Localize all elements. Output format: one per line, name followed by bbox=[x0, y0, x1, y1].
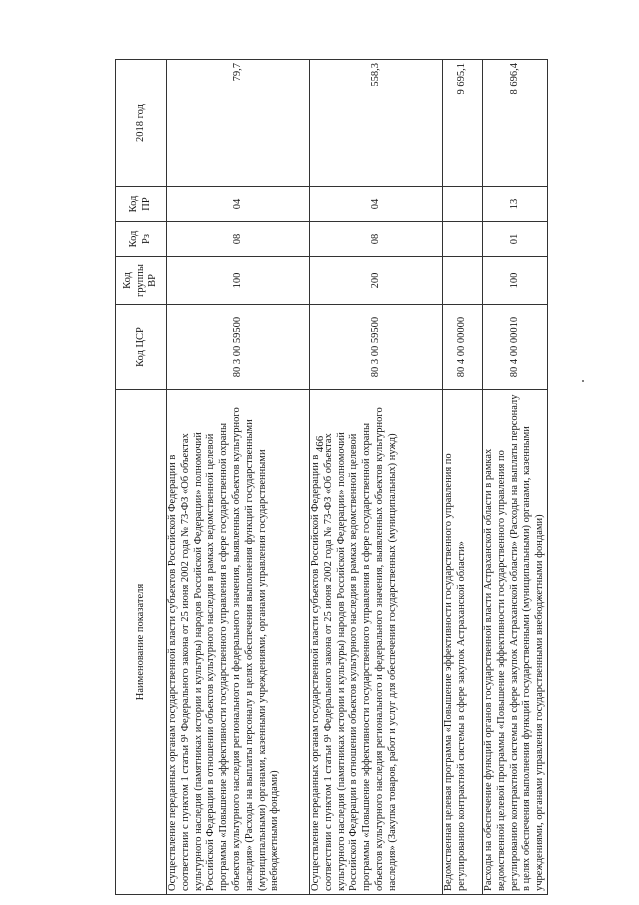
row-csr: 80 4 00 00000 bbox=[443, 305, 483, 390]
row-rz: 01 bbox=[483, 222, 548, 257]
row-name: Осуществление переданных органам государственной власти субъектов Российской Федерации в соответствии с пунктом 1 статьи 9¹ Федерального закона от 25 июня 2002 года № 73-ФЗ «Об объектах культурного наследия (памятниках истории и культуры) народов Российской Федерации» полномочий Российской Федерации в отношении объектов культурного наследия в рамках ведомственной целевой программы «Повышение эффективности государственного управления в сфере государственной охраны объектов культурного наследия регионального и федерального значения, выявленных объектов культурного наследия» (Закупка товаров, работ и услуг для обеспечения государственных (муниципальных) нужд) bbox=[310, 390, 443, 895]
row-name: Расходы на обеспечение функций органов государственной власти Астраханской области в рамках ведомственной целевой программы «Повышение эффективности государственного управления по регулированию контрактной системы в сфере закупок Астраханской области» (Расходы на выплаты персоналу в целях обеспечения выполнения функций государственными (муниципальными) органами, казенными учреждениями, органами управления государственными внебюджетными фондами) bbox=[483, 390, 548, 895]
row-vr: 200 bbox=[310, 257, 443, 305]
row-vr bbox=[443, 257, 483, 305]
budget-table bbox=[115, 59, 548, 895]
table-row bbox=[310, 60, 443, 895]
table-row bbox=[483, 60, 548, 895]
row-pr: 04 bbox=[167, 187, 310, 222]
row-vr: 100 bbox=[167, 257, 310, 305]
row-pr bbox=[443, 187, 483, 222]
row-amount: 79,7 bbox=[167, 60, 310, 187]
page-number: 466 bbox=[314, 435, 326, 453]
header-name: Наименование показателя bbox=[116, 390, 167, 895]
table-row bbox=[167, 60, 310, 895]
row-name: Ведомственная целевая программа «Повышение эффективности государственного управления по регулированию контрактной системы в сфере закупок Астраханской области» bbox=[443, 390, 483, 895]
row-csr: 80 3 00 59500 bbox=[167, 305, 310, 390]
row-vr: 100 bbox=[483, 257, 548, 305]
row-csr: 80 3 00 59500 bbox=[310, 305, 443, 390]
row-rz bbox=[443, 222, 483, 257]
row-amount: 558,3 bbox=[310, 60, 443, 187]
table-header bbox=[116, 60, 167, 895]
row-pr: 04 bbox=[310, 187, 443, 222]
header-pr: Код ПР bbox=[116, 187, 167, 222]
table-row bbox=[443, 60, 483, 895]
row-rz: 08 bbox=[310, 222, 443, 257]
header-year: 2018 год bbox=[116, 60, 167, 187]
header-vr: Код группы ВР bbox=[116, 257, 167, 305]
row-amount: 8 696,4 bbox=[483, 60, 548, 187]
row-csr: 80 4 00 00010 bbox=[483, 305, 548, 390]
header-rz: Код Рз bbox=[116, 222, 167, 257]
row-pr: 13 bbox=[483, 187, 548, 222]
row-rz: 08 bbox=[167, 222, 310, 257]
header-csr: Код ЦСР bbox=[116, 305, 167, 390]
row-name: Осуществление переданных органам государственной власти субъектов Российской Федерации в соответствии с пунктом 1 статьи 9¹ Федерального закона от 25 июня 2002 года № 73-ФЗ «Об объектах культурного наследия (памятниках истории и культуры) народов Российской Федерации» полномочий Российской Федерации в отношении объектов культурного наследия в рамках ведомственной целевой программы «Повышение эффективности государственного управления в сфере государственной охраны объектов культурного наследия регионального и федерального значения, выявленных объектов культурного наследия» (Расходы на выплаты персоналу в целях обеспечения выполнения функций государственными (муниципальными) органами, казенными учреждениями, органами управления государственными внебюджетными фондами) bbox=[167, 390, 310, 895]
row-amount: 9 695,1 bbox=[443, 60, 483, 187]
